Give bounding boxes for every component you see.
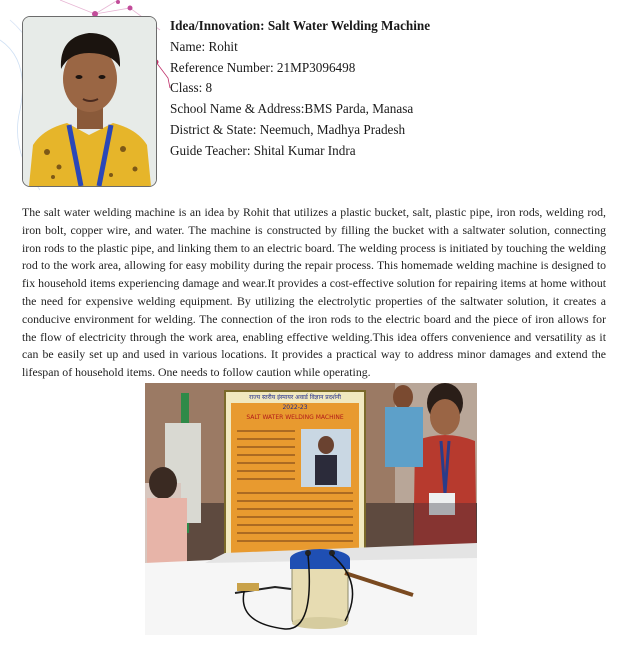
idea-description: The salt water welding machine is an idea by Rohit that utilizes a plastic bucket, salt, plastic pipe, iron rods, welding rod, iron bolt, copper wire, and water. The machine is constructed by filling the bucket with a saltwater solution, connecting iron rods to the plastic pipe, and linking them to an electric board. The welding process is initiated by touching the welding rod to the work area, allowing for easy mobility during the repair process. This homemade welding machine is designed to fix household items experiencing damage and wear.It provides a cost-effective solution for repairing items at home without the need for expensive welding equipment. By utilizing the electrolytic properties of the saltwater solution, it creates a conducive environment for welding. The connection of the iron rods to the electric board and the piece of iron allows for the flow of electricity through the work area, enabling effective welding.This idea offers convenience and versatility as it can be easily set up and used in various locations. It provides a practical way to address minor damages and extend the lifespan of household items. One needs to follow caution while operating. (22, 205, 606, 380)
district-state: District & State: Neemuch, Madhya Pradesh (170, 121, 406, 137)
poster-project-title: SALT WATER WELDING MACHINE (246, 414, 344, 421)
student-name: Name: Rohit (170, 38, 238, 54)
poster-heading-hindi: राज्य स्तरीय इंस्पायर अवार्ड विज्ञान प्रदर्शनी (249, 394, 341, 401)
class-field: Class: 8 (170, 80, 213, 96)
school-address: School Name & Address:BMS Parda, Manasa (170, 101, 414, 117)
exhibition-photo (145, 383, 477, 635)
student-portrait-photo (22, 16, 157, 187)
guide-teacher: Guide Teacher: Shital Kumar Indra (170, 142, 356, 158)
student-info (170, 16, 430, 162)
idea-title: Idea/Innovation: Salt Water Welding Machine (170, 18, 431, 33)
reference-number: Reference Number: 21MP3096498 (170, 59, 356, 75)
poster-year: 2022-23 (282, 404, 308, 411)
